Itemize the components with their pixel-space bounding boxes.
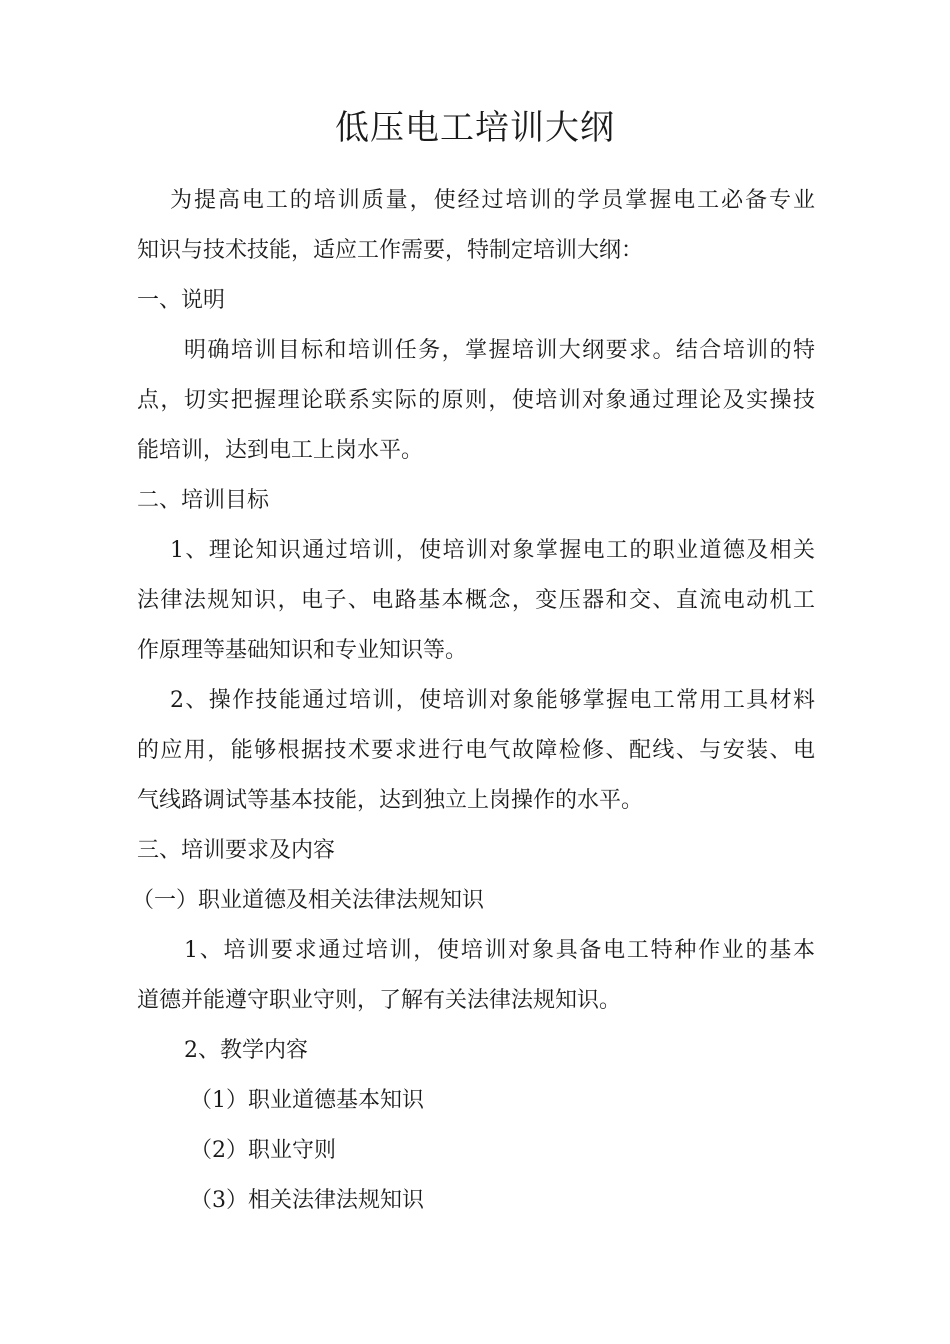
section-1-heading: 一、说明 [137,288,226,313]
subsection-1-item-1-line-1: 1、培训要求通过培训，使培训对象具备电工特种作业的基本 [184,938,815,963]
subsection-1-item-2: 2、教学内容 [184,1038,308,1063]
section-3-heading: 三、培训要求及内容 [137,838,336,863]
section-2-item-2-line-1: 2、操作技能通过培训，使培训对象能够掌握电工常用工具材料 [170,688,815,713]
section-2-item-2-line-2: 的应用，能够根据技术要求进行电气故障检修、配线、与安装、电 [137,738,815,763]
list-item: （2）职业守则 [190,1138,336,1163]
section-1-line-3: 能培训，达到电工上岗水平。 [137,438,424,463]
subsection-1-heading: （一）职业道德及相关法律法规知识 [132,888,485,913]
section-1-line-2: 点，切实把握理论联系实际的原则，使培训对象通过理论及实操技 [137,388,815,413]
section-2-heading: 二、培训目标 [137,488,270,513]
section-2-item-2-line-3: 气线路调试等基本技能，达到独立上岗操作的水平。 [137,788,644,813]
section-2-item-1-line-1: 1、理论知识通过培训，使培训对象掌握电工的职业道德及相关 [170,538,815,563]
subsection-1-item-1-line-2: 道德并能遵守职业守则，了解有关法律法规知识。 [137,988,622,1013]
section-2-item-1-line-3: 作原理等基础知识和专业知识等。 [137,638,468,663]
intro-line-2: 知识与技术技能，适应工作需要，特制定培训大纲： [137,238,644,263]
list-item: （3）相关法律法规知识 [190,1188,424,1213]
section-2-item-1-line-2: 法律法规知识，电子、电路基本概念，变压器和交、直流电动机工 [137,588,815,613]
intro-line-1: 为提高电工的培训质量，使经过培训的学员掌握电工必备专业 [170,188,815,213]
list-item: （1）职业道德基本知识 [190,1088,424,1113]
document-title: 低压电工培训大纲 [335,108,615,148]
section-1-line-1: 明确培训目标和培训任务，掌握培训大纲要求。结合培训的特 [184,338,815,363]
